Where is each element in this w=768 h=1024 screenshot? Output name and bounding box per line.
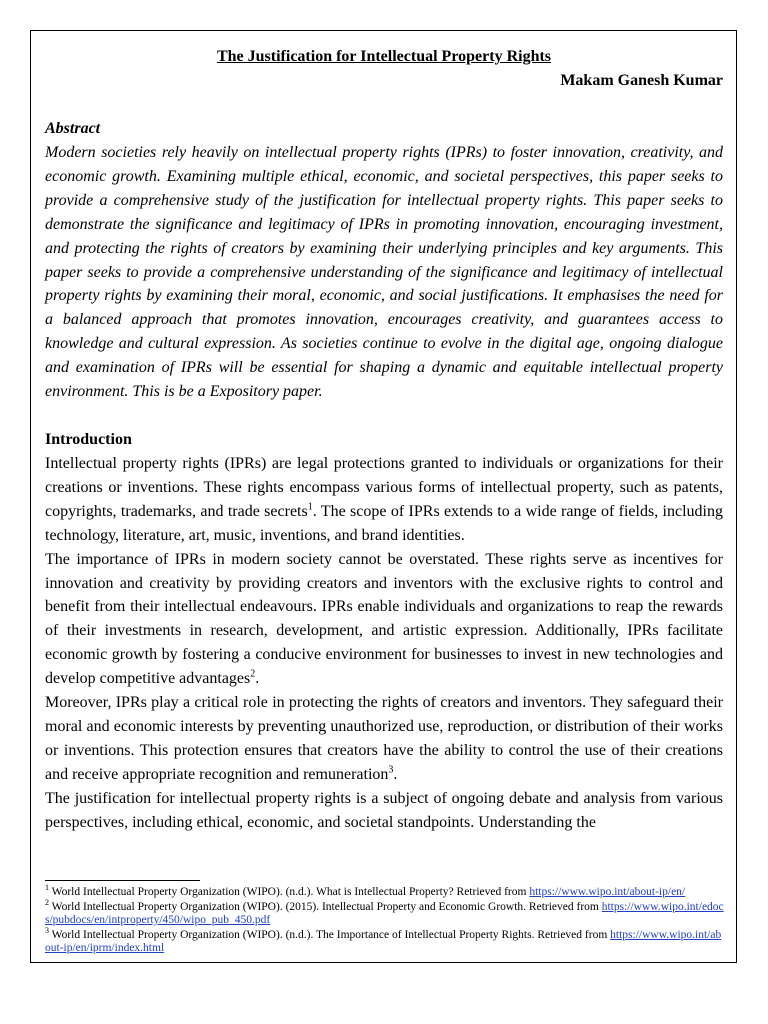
- footnote-2-link[interactable]: https://www.wipo.int/edocs/pubdocs/en/intproperty/450/wipo_pub_450.pdf: [45, 900, 724, 926]
- footnote-1-link[interactable]: https://www.wipo.int/about-ip/en/: [529, 886, 686, 898]
- footnote-2: $^2$ World Intellectual Property Organization (WIPO). (2015). Intellectual Property and Economic Growth. Retrieved from https://www.wipo.int/edocs/pubdocs/en/intproperty/450/wipo_pub_450.pdf: [45, 897, 724, 926]
- footnote-3: $^3$ World Intellectual Property Organization (WIPO). (n.d.). The Importance of Intellectual Property Rights. Retrieved from https://www.wipo.int/about-ip/en/iprm/index.html: [45, 925, 722, 954]
- footnotes: [45, 883, 725, 957]
- footnote-1: $^1$ World Intellectual Property Organization (WIPO). (n.d.). What is Intellectual Property? Retrieved from https://www.wipo.int/about-ip/en/: [45, 883, 686, 898]
- footnote-separator: [45, 880, 200, 881]
- paper-title: The Justification for Intellectual Property Rights: [216, 48, 552, 65]
- paper-body: [45, 45, 723, 834]
- intro-paragraph-2: The importance of IPRs in modern society cannot be overstated. These rights serve as incentives for innovation and creativity by providing creators and inventors with the exclusive rights to control and benefit from their intellectual endeavours. IPRs enable individuals and organizations to reap the rewards of their investments in research, development, and artistic expression. Additionally, IPRs facilitate economic growth by fostering a conducive environment for businesses to invest in new technologies and develop competitive advantages$^2$.: [45, 550, 723, 688]
- author-name: Makam Ganesh Kumar: [560, 72, 723, 89]
- abstract-heading: Abstract: [45, 120, 101, 137]
- intro-paragraph-4: The justification for intellectual property rights is a subject of ongoing debate and analysis from various perspectives, including ethical, economic, and societal standpoints. Understanding the: [45, 789, 723, 831]
- abstract-text: Modern societies rely heavily on intellectual property rights (IPRs) to foster innovation, creativity, and economic growth. Examining multiple ethical, economic, and societal perspectives, this paper seeks to provide a comprehensive study of the justification for intellectual property rights. This paper seeks to demonstrate the significance and legitimacy of IPRs in promoting innovation, encouraging investment, and protecting the rights of creators by examining their underlying principles and key arguments. This paper seeks to provide a comprehensive understanding of the significance and legitimacy of intellectual property rights by examining their moral, economic, and social justifications. It emphasises the need for a balanced approach that promotes innovation, encourages creativity, and guarantees access to knowledge and cultural expression. As societies continue to evolve in the digital age, ongoing dialogue and examination of IPRs will be essential for shaping a dynamic and equitable intellectual property environment. This is be a Expository paper.: [45, 144, 723, 401]
- intro-paragraph-3: Moreover, IPRs play a critical role in protecting the rights of creators and inventors. They safeguard their moral and economic interests by preventing unauthorized use, reproduction, or distribution of their works or inventions. This protection ensures that creators have the ability to control the use of their creations and receive appropriate recognition and remuneration$^3$.: [45, 694, 723, 783]
- footnote-ref-3[interactable]: 3: [388, 764, 394, 776]
- introduction-heading: Introduction: [45, 430, 132, 448]
- footnote-3-link[interactable]: https://www.wipo.int/about-ip/en/iprm/index.html: [45, 928, 722, 954]
- footnote-ref-1[interactable]: 1: [307, 501, 313, 513]
- intro-paragraph-1: Intellectual property rights (IPRs) are legal protections granted to individuals or organizations for their creations or inventions. These rights encompass various forms of intellectual property, such as patents, copyrights, trademarks, and trade secrets$^1$. The scope of IPRs extends to a wide range of fields, including technology, literature, art, music, inventions, and brand identities.: [45, 454, 723, 544]
- footnote-ref-2[interactable]: 2: [250, 668, 256, 680]
